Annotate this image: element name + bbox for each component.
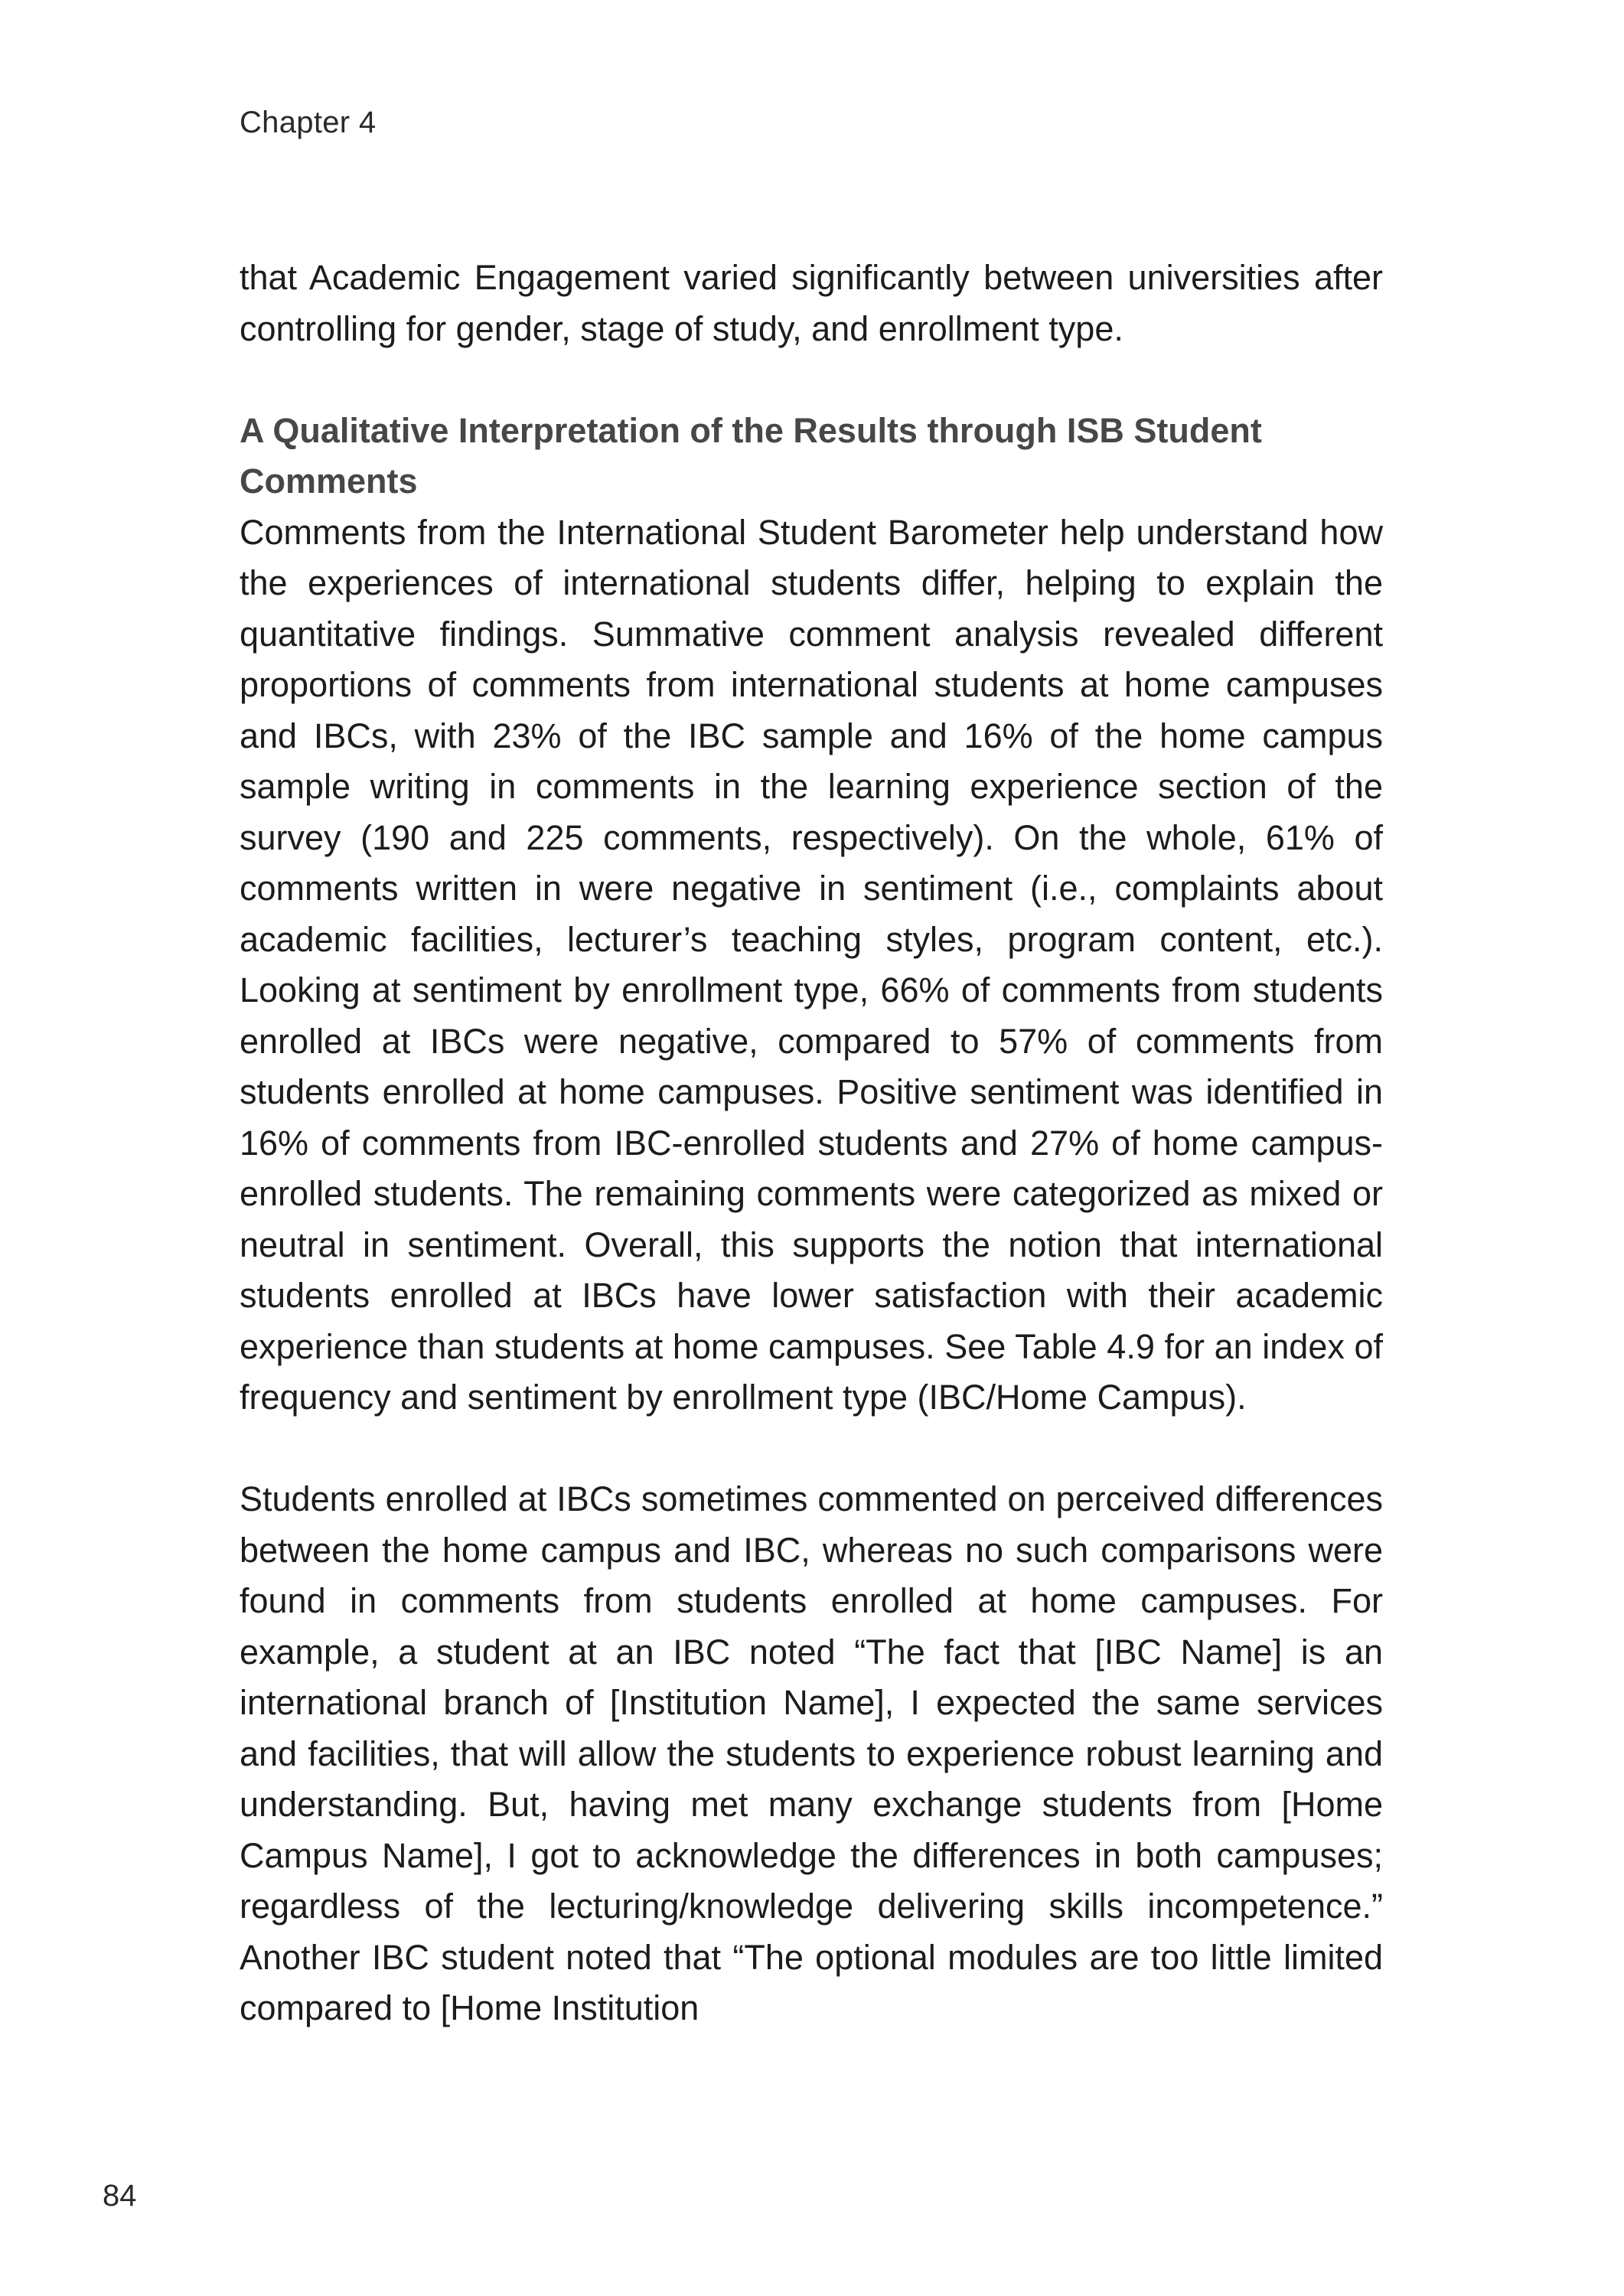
page-body [240, 253, 1383, 2034]
running-head: Chapter 4 [240, 106, 377, 139]
section-heading: A Qualitative Interpretation of the Results through ISB Student Comments [240, 410, 1262, 501]
continuation-paragraph: that Academic Engagement varied significantly between universities after controlling for gender, stage of study, and enrollment type. [240, 258, 1383, 348]
page-number: 84 [103, 2179, 137, 2213]
body-paragraph: Students enrolled at IBCs sometimes commented on perceived differences between the home campus and IBC, whereas no such comparisons were found in comments from students enrolled at home campuses. For example, a student at an IBC noted “The fact that [IBC Name] is an international branch of [Institution Name], I expected the same services and facilities, that will allow the students to experience robust learning and understanding. But, having met many exchange students from [Home Campus Name], I got to acknowledge the differences in both campuses; regardless of the lecturing/knowledge delivering skills incompetence.” Another IBC student noted that “The optional modules are too little limited compared to [Home Institution [240, 1479, 1383, 2027]
paragraph-spacer [240, 354, 1383, 406]
paragraph-spacer [240, 1424, 1383, 1475]
body-paragraph: Comments from the International Student Barometer help understand how the experiences of international students differ, helping to explain the quantitative findings. Summative comment analysis revealed different proportions of comments from international students at home campuses and IBCs, with 23% of the IBC sample and 16% of the home campus sample writing in comments in the learning experience section of the survey (190 and 225 comments, respectively). On the whole, 61% of comments written in were negative in sentiment (i.e., complaints about academic facilities, lecturer’s teaching styles, program content, etc.). Looking at sentiment by enrollment type, 66% of comments from students enrolled at IBCs were negative, compared to 57% of comments from students enrolled at home campuses. Positive sentiment was identified in 16% of comments from IBC-enrolled students and 27% of home campus-enrolled students. The remaining comments were categorized as mixed or neutral in sentiment. Overall, this supports the notion that international students enrolled at IBCs have lower satisfaction with their academic experience than students at home campuses. See Table 4.9 for an index of frequency and sentiment by enrollment type (IBC/Home Campus). [240, 512, 1383, 1417]
